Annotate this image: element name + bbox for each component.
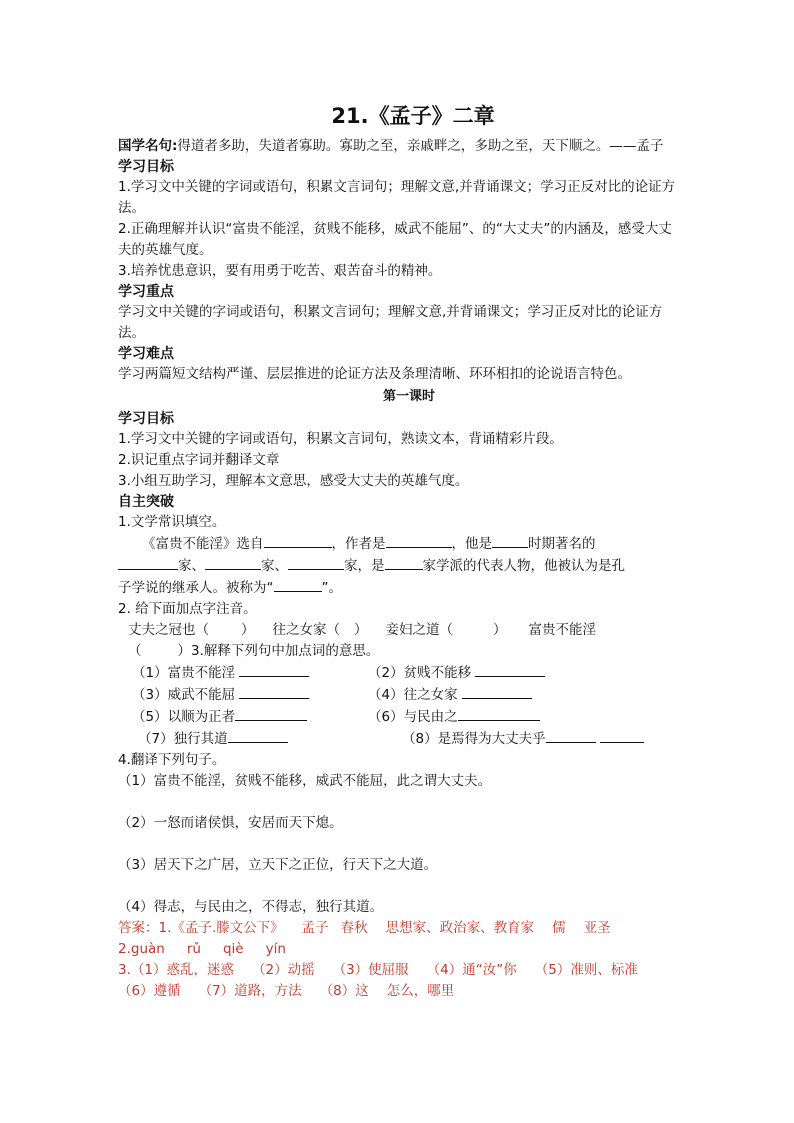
- q3-item: （1）富贵不能淫: [132, 665, 236, 681]
- answer-item: （3）使屈服: [332, 962, 409, 978]
- goal-item: 2.正确理解并认识“富贵不能淫，贫贱不能移，威武不能屈”、的“大丈夫”的内涵及，感受大丈夫的英雄气度。: [118, 221, 672, 258]
- q2-prompt: 2. 给下面加点字注音。: [118, 601, 257, 617]
- answer-item: rǔ: [186, 941, 201, 957]
- goal-item: 3.培养忧患意识，要有用勇于吃苦、艰苦奋斗的精神。: [118, 263, 442, 279]
- lesson-goals-heading: 学习目标: [118, 411, 174, 427]
- q1-text: ”。: [321, 580, 342, 596]
- blank-field: [385, 555, 423, 570]
- blank-field: [274, 577, 322, 592]
- blank-field: [462, 684, 532, 699]
- answer-line: [118, 939, 678, 960]
- blank-field: [546, 728, 596, 743]
- q4-prompt: 4.翻译下列句子。: [118, 752, 226, 768]
- blank-field: [228, 728, 288, 743]
- q1-text: 时期著名的: [528, 536, 596, 552]
- answer-line: [118, 960, 678, 981]
- q1-line: [118, 533, 678, 555]
- difficulty-text: 学习两篇短文结构严谨、层层推进的论证方法及条理清晰、环环相扣的论说语言特色。: [118, 366, 631, 382]
- q3-prompt: 3.解释下列句中加点词的意思。: [191, 643, 380, 659]
- blank-field: [118, 555, 178, 570]
- q2-line: [118, 641, 678, 662]
- q2-item: ）: [493, 622, 507, 638]
- page-title: 21.《孟子》二章: [331, 104, 495, 128]
- answer-item: 思想家、政治家、教育家: [385, 920, 535, 936]
- blank-field: [288, 555, 344, 570]
- q1-text: 子学说的继承人。被称为“: [118, 580, 274, 596]
- quote-line: [118, 136, 678, 157]
- q4-item: （3）居天下之广居，立天下之正位，行天下之大道。: [118, 857, 438, 873]
- answer-item: 2.guàn: [118, 941, 165, 957]
- blank-field: [239, 684, 309, 699]
- blank-field: [492, 533, 528, 548]
- blank-field: [205, 555, 261, 570]
- lesson-heading: 第一课时: [382, 389, 435, 404]
- q1-prompt: 1.文学常识填空。: [118, 514, 226, 530]
- q3-row: [118, 684, 678, 706]
- answer-item: qiè: [222, 941, 244, 957]
- blank-field: [458, 706, 540, 721]
- q1-text: 家、: [261, 558, 288, 574]
- answer-item: （6）遵循: [118, 983, 181, 999]
- q2-item: （: [128, 643, 142, 659]
- key-text: 学习文中关键的字词或语句，积累文言词句；理解文意,并背诵课文；学习正反对比的论证方法。: [118, 304, 663, 341]
- lesson-goal-item: 1.学习文中关键的字词或语句，积累文言词句，熟读文本，背诵精彩片段。: [118, 431, 563, 447]
- answer-item: 亚圣: [583, 920, 611, 936]
- answer-item: （7）道路，方法: [198, 983, 302, 999]
- answer-item: （4）通“汝”你: [426, 962, 517, 978]
- q3-item: （4）往之女家: [368, 687, 458, 703]
- q1-line: [118, 577, 678, 599]
- q3-row: [118, 706, 678, 728]
- answer-item: 3.（1）惑乱，迷惑: [118, 962, 234, 978]
- answer-item: 孟子: [301, 920, 329, 936]
- q2-item: ）: [241, 622, 255, 638]
- answer-item: 怎么，哪里: [386, 983, 455, 999]
- answer-item: （5）准则、标准: [534, 962, 638, 978]
- answer-item: （8）这: [319, 983, 369, 999]
- answer-item: yín: [265, 941, 286, 957]
- answer-item: 春秋: [340, 920, 368, 936]
- q2-item: 妾妇之道（: [385, 622, 453, 638]
- difficulty-heading: 学习难点: [118, 346, 174, 362]
- answer-label: 答案：: [118, 920, 159, 936]
- q1-text: 《富贵不能淫》选自: [142, 536, 264, 552]
- q2-item: 往之女家（: [272, 622, 340, 638]
- blank-field: [235, 706, 307, 721]
- q2-item: ）: [354, 622, 368, 638]
- blank-field: [600, 728, 644, 743]
- key-heading: 学习重点: [118, 284, 174, 300]
- blank-field: [239, 662, 309, 677]
- q3-item: （3）威武不能屈: [132, 687, 236, 703]
- q2-line: [118, 620, 678, 641]
- q2-item: ）: [177, 643, 191, 659]
- q1-text: 家学派的代表人物，他被认为是孔: [422, 558, 625, 574]
- q1-text: 家，是: [344, 558, 385, 574]
- answer-line: [118, 918, 678, 939]
- blank-field: [264, 533, 332, 548]
- answer-item: 1.《孟子.滕文公下》: [158, 920, 284, 936]
- q3-row: [118, 662, 678, 684]
- lesson-goal-item: 2.识记重点字词并翻译文章: [118, 452, 280, 468]
- blank-field: [386, 533, 452, 548]
- quote-label: 国学名句:: [118, 138, 178, 154]
- answer-line: [118, 981, 678, 1002]
- q3-item: （7）独行其道: [138, 731, 228, 747]
- q4-item: （1）富贵不能淫，贫贱不能移，威武不能屈，此之谓大丈夫。: [118, 773, 492, 789]
- self-study-heading: 自主突破: [118, 494, 174, 510]
- q1-text: ，作者是: [331, 536, 386, 552]
- q4-item: （2）一怒而诸侯惧，安居而天下熄。: [118, 815, 343, 831]
- q2-item: 富贵不能淫: [528, 622, 596, 638]
- q1-text: 家、: [178, 558, 205, 574]
- q3-item: （6）与民由之: [368, 709, 458, 725]
- goals-heading: 学习目标: [118, 159, 174, 175]
- q2-item: 丈夫之冠也（: [128, 622, 209, 638]
- q1-text: ，他是: [451, 536, 492, 552]
- answer-item: （2）动摇: [251, 962, 315, 978]
- q3-row: [118, 728, 678, 750]
- blank-field: [475, 662, 545, 677]
- quote-text: 得道者多助，失道者寡助。寡助之至，亲戚畔之，多助之至，天下顺之。——孟子: [177, 138, 664, 154]
- q3-item: （2）贫贱不能移: [368, 665, 472, 681]
- q3-item: （8）是焉得为大丈夫乎: [402, 731, 546, 747]
- answer-item: 儒: [552, 920, 566, 936]
- goal-item: 1.学习文中关键的字词或语句，积累文言词句；理解文意,并背诵课文；学习正反对比的论证方法。: [118, 179, 676, 216]
- q3-item: （5）以顺为正者: [132, 709, 236, 725]
- q1-line: [118, 555, 678, 577]
- lesson-goal-item: 3.小组互助学习，理解本文意思，感受大丈夫的英雄气度。: [118, 473, 469, 489]
- q4-item: （4）得志，与民由之，不得志，独行其道。: [118, 899, 384, 915]
- document-page: [118, 100, 678, 1002]
